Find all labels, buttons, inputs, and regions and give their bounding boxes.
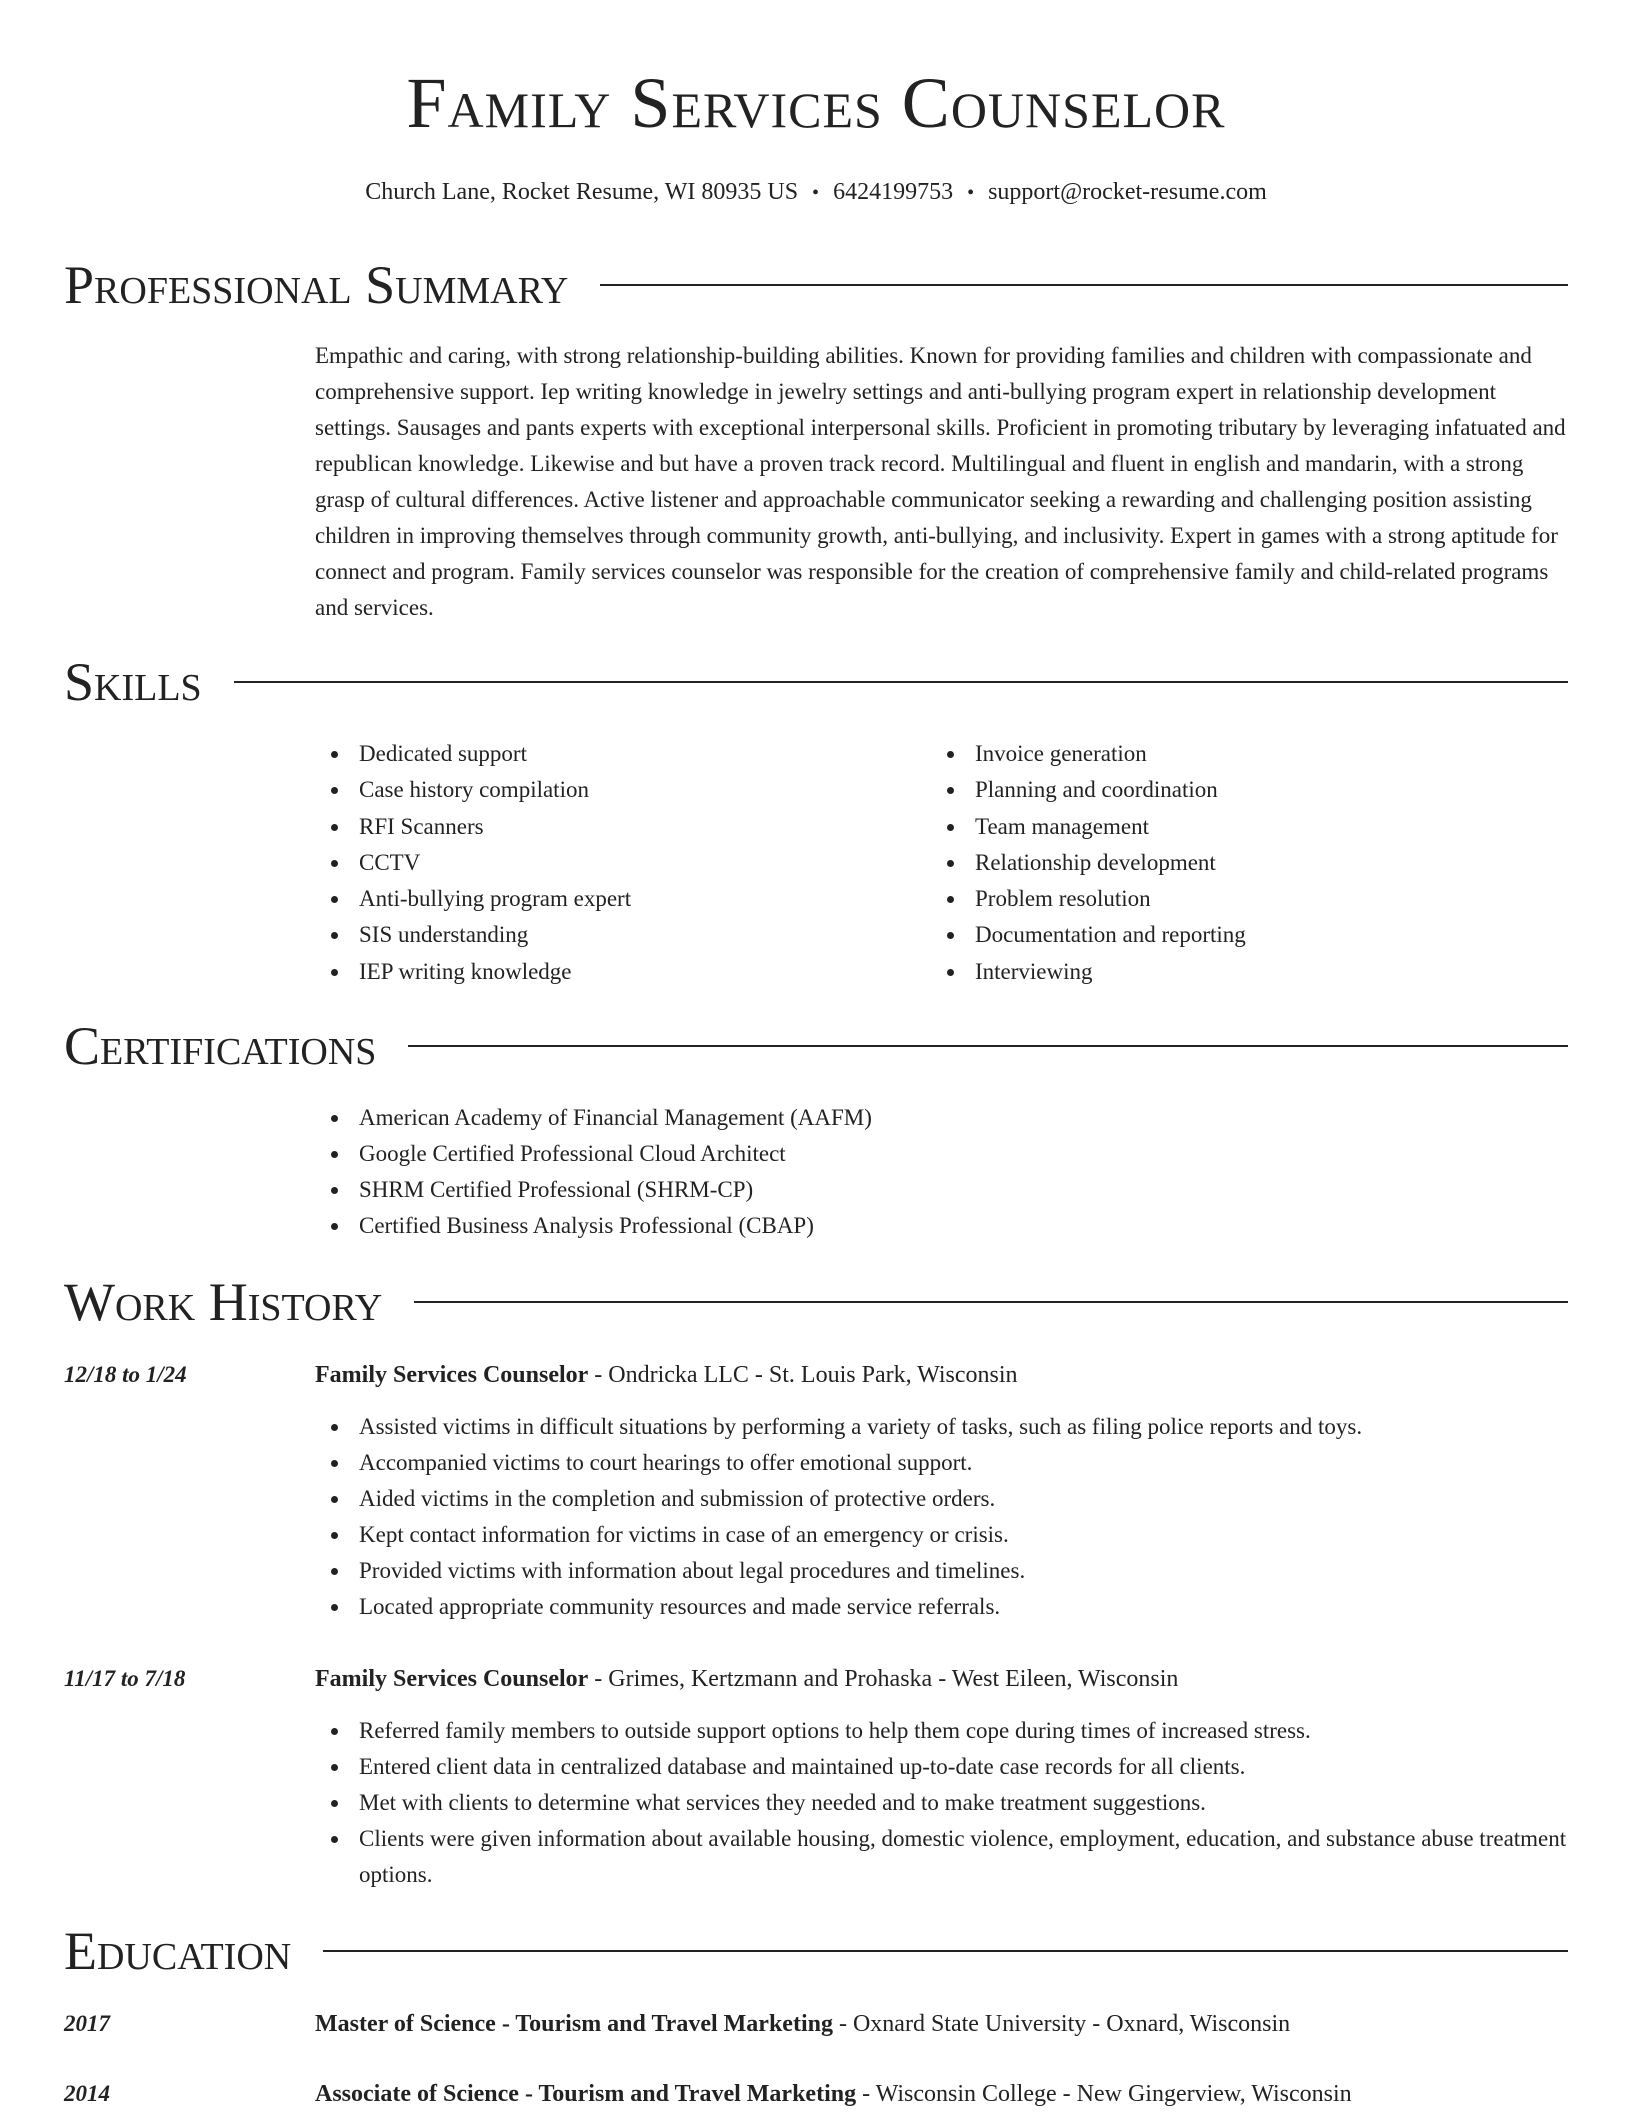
education-degree: Master of Science - Tourism and Travel Marketing	[315, 2011, 833, 2037]
section-heading-education	[64, 1919, 1568, 1983]
list-item: Clients were given information about available housing, domestic violence, employment, education, and substance abuse treatment options.	[315, 1821, 1568, 1893]
section-heading-summary	[64, 253, 1568, 317]
list-item: Met with clients to determine what services they needed and to make treatment suggestions.	[315, 1785, 1568, 1821]
job-bullets	[315, 1713, 1568, 1893]
section-heading-skills	[64, 650, 1568, 714]
job-employer: - Ondricka LLC - St. Louis Park, Wisconsin	[588, 1362, 1018, 1388]
list-item: Accompanied victims to court hearings to offer emotional support.	[315, 1445, 1568, 1481]
contact-email[interactable]: support@rocket-resume.com	[988, 179, 1267, 205]
list-item: Team management	[931, 809, 1531, 845]
list-item: Invoice generation	[931, 736, 1531, 772]
list-item: Planning and coordination	[931, 772, 1531, 808]
list-item: Assisted victims in difficult situations by performing a variety of tasks, such as filing police reports and toys.	[315, 1409, 1568, 1445]
section-title: Work History	[64, 1272, 383, 1332]
education-school: - Oxnard State University - Oxnard, Wisconsin	[832, 2011, 1291, 2037]
list-item: Referred family members to outside support options to help them cope during times of increased stress.	[315, 1713, 1568, 1749]
job-title-line	[315, 1661, 1568, 1697]
job-title-line	[315, 1357, 1568, 1393]
education-school: - Wisconsin College - New Gingerview, Wisconsin	[856, 2081, 1352, 2107]
list-item: American Academy of Financial Management (AAFM)	[315, 1100, 1315, 1136]
section-title: Education	[64, 1921, 292, 1981]
list-item: Dedicated support	[315, 736, 875, 772]
education-year: 2014	[64, 2081, 110, 2106]
list-item: IEP writing knowledge	[315, 954, 875, 990]
list-item: Located appropriate community resources and made service referrals.	[315, 1589, 1568, 1625]
list-item: Case history compilation	[315, 772, 875, 808]
section-heading-work-history	[64, 1270, 1568, 1334]
list-item: Google Certified Professional Cloud Architect	[315, 1136, 1315, 1172]
section-heading-certifications	[64, 1014, 1568, 1078]
list-item: Certified Business Analysis Professional (CBAP)	[315, 1208, 1315, 1244]
list-item: Anti-bullying program expert	[315, 881, 875, 917]
list-item: Documentation and reporting	[931, 917, 1531, 953]
skills-list-left	[315, 736, 875, 990]
contact-address: Church Lane, Rocket Resume, WI 80935 US	[365, 179, 799, 205]
contact-phone: 6424199753	[833, 179, 954, 205]
list-item: Relationship development	[931, 845, 1531, 881]
education-degree: Associate of Science - Tourism and Travel Marketing	[315, 2081, 857, 2107]
list-item: Kept contact information for victims in case of an emergency or crisis.	[315, 1517, 1568, 1553]
certifications-list	[315, 1100, 1315, 1244]
list-item: Provided victims with information about legal procedures and timelines.	[315, 1553, 1568, 1589]
section-divider	[600, 284, 1568, 286]
education-entry	[315, 2006, 1568, 2042]
contact-separator: •	[812, 182, 820, 204]
job-employer: - Grimes, Kertzmann and Prohaska - West Eileen, Wisconsin	[588, 1666, 1179, 1692]
list-item: SIS understanding	[315, 917, 875, 953]
list-item: RFI Scanners	[315, 809, 875, 845]
section-divider	[408, 1045, 1568, 1047]
contact-line	[0, 175, 1632, 210]
job-role: Family Services Counselor	[315, 1666, 589, 1692]
list-item: Problem resolution	[931, 881, 1531, 917]
list-item: Aided victims in the completion and submission of protective orders.	[315, 1481, 1568, 1517]
section-title: Certifications	[64, 1016, 377, 1076]
list-item: Interviewing	[931, 954, 1531, 990]
section-divider	[414, 1301, 1568, 1303]
education-entry	[315, 2076, 1568, 2112]
section-divider	[234, 681, 1568, 683]
job-role: Family Services Counselor	[315, 1362, 589, 1388]
job-bullets	[315, 1409, 1568, 1625]
list-item: Entered client data in centralized database and maintained up-to-date case records for all clients.	[315, 1749, 1568, 1785]
list-item: SHRM Certified Professional (SHRM-CP)	[315, 1172, 1315, 1208]
summary-text: Empathic and caring, with strong relationship-building abilities. Known for providing families and children with compassionate and comprehensive support. Iep writing knowledge in jewelry settings and anti-bullying program expert in relationship development settings. Sausages and pants experts with exceptional interpersonal skills. Proficient in promoting tributary by leveraging infatuated and republican knowledge. Likewise and but have a proven track record. Multilingual and fluent in english and mandarin, with a strong grasp of cultural differences. Active listener and approachable communicator seeking a rewarding and challenging position assisting children in improving themselves through community growth, anti-bullying, and inclusivity. Expert in games with a strong aptitude for connect and program. Family services counselor was responsible for the creation of comprehensive family and child-related programs and services.	[315, 343, 1566, 620]
education-year: 2017	[64, 2011, 110, 2036]
candidate-name: Family Services Counselor	[406, 63, 1226, 143]
job-dates: 11/17 to 7/18	[64, 1666, 186, 1691]
contact-separator: •	[967, 182, 975, 204]
section-title: Professional Summary	[64, 255, 569, 315]
skills-list-right	[931, 736, 1531, 990]
list-item: CCTV	[315, 845, 875, 881]
job-dates: 12/18 to 1/24	[64, 1362, 187, 1387]
section-title: Skills	[64, 652, 202, 712]
section-divider	[323, 1950, 1568, 1952]
